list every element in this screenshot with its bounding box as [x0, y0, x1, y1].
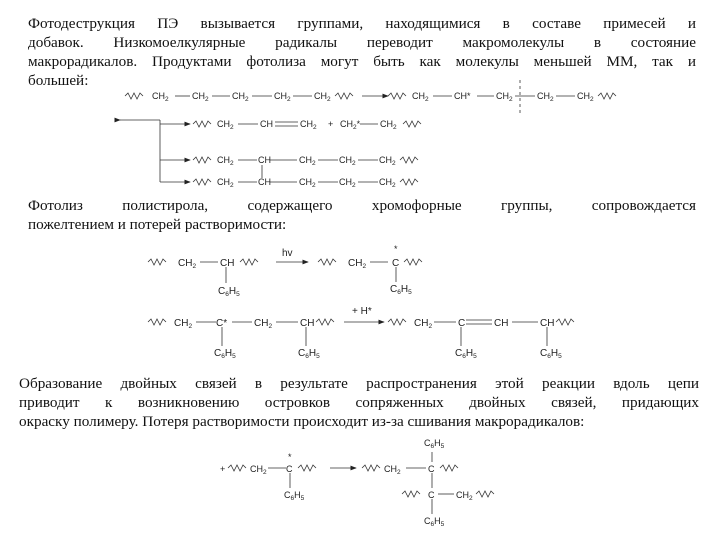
formula-label: $CH_2$ [300, 119, 317, 131]
formula-label: CH [258, 155, 271, 165]
text-line: Образование двойных связей в результате распространения этой реакции вдоль цепи [19, 375, 699, 392]
formula-label: $CH_2$ [217, 177, 234, 189]
formula-label: C [392, 258, 400, 269]
text-line: Фотодеструкция ПЭ вызывается группами, находящимися в составе примесей и [28, 15, 696, 32]
formula-label: CH* [454, 91, 471, 101]
formula-label: CH [540, 318, 555, 329]
chain-wavy [125, 93, 143, 99]
formula-label: $CH_2$ [537, 91, 554, 103]
formula-label: C [458, 318, 466, 329]
plus-sign: + [220, 464, 226, 474]
formula-label: $C_6H_5$ [424, 438, 445, 450]
formula-label: $CH_2*$ [340, 119, 361, 131]
formula-label: $CH_2$ [192, 91, 209, 103]
formula-label: $CH_2$ [250, 464, 267, 476]
text-line: макрорадикалов. Продуктами фотолиза могут быть как молекулы меньшей ММ, так и [28, 53, 696, 70]
formula-label: $CH_2$ [348, 258, 367, 270]
formula-label: $CH_2$ [384, 464, 401, 476]
radical-dot: * [394, 244, 398, 254]
formula-label: $CH_2$ [299, 177, 316, 189]
formula-label: $CH_2$ [379, 155, 396, 167]
formula-label: $C_6H_5$ [390, 284, 412, 296]
formula-label: $CH_2$ [456, 490, 473, 502]
formula-label: $CH_2$ [152, 91, 169, 103]
scheme-2-labels [174, 244, 562, 360]
formula-label: CH [494, 318, 509, 329]
formula-label: $CH_2$ [496, 91, 513, 103]
arrow-label-h-radical: + H* [352, 306, 372, 317]
formula-label: $CH_2$ [299, 155, 316, 167]
text-line: добавок. Низкомоелкулярные радикалы переводит макромолекулы в состояние [28, 34, 696, 51]
formula-label: $C_6H_5$ [218, 286, 240, 298]
formula-label: $CH_2$ [217, 155, 234, 167]
arrow-label-hv: hv [282, 248, 293, 259]
radical-dot: * [288, 452, 292, 462]
formula-label: $CH_2$ [339, 177, 356, 189]
formula-label: $C_6H_5$ [284, 490, 305, 502]
text-line: приводит к возникновению островков сопряженных двойных связей, придающих [19, 394, 699, 411]
text-line: окраску полимеру. Потеря растворимости происходит из-за сшивания макрорадикалов: [19, 413, 585, 430]
formula-label: $C_6H_5$ [540, 348, 562, 360]
formula-label: $CH_2$ [414, 318, 433, 330]
formula-label: $CH_2$ [314, 91, 331, 103]
formula-label: $C_6H_5$ [214, 348, 236, 360]
formula-label: $CH_2$ [274, 91, 291, 103]
formula-label: $CH_2$ [178, 258, 197, 270]
scheme-1-labels [152, 91, 594, 189]
formula-label: CH [258, 177, 271, 187]
formula-label: $CH_2$ [339, 155, 356, 167]
formula-label: $C_6H_5$ [424, 516, 445, 528]
scheme-3-crosslinking [228, 452, 494, 514]
formula-label: $CH_2$ [380, 119, 397, 131]
formula-label: C [428, 490, 435, 500]
scheme-2-polystyrene-photolysis [148, 259, 574, 346]
formula-label: $CH_2$ [174, 318, 193, 330]
formula-label: $CH_2$ [577, 91, 594, 103]
formula-label: $CH_2$ [232, 91, 249, 103]
plus-sign: + [328, 119, 334, 129]
formula-label: CH [260, 119, 273, 129]
formula-label: $CH_2$ [254, 318, 273, 330]
formula-label: $C_6H_5$ [455, 348, 477, 360]
formula-label: C [286, 464, 293, 474]
scheme-3-labels [220, 438, 473, 528]
formula-label: $C_6H_5$ [298, 348, 320, 360]
formula-label: $CH_2$ [379, 177, 396, 189]
text-line: пожелтением и потерей растворимости: [28, 216, 287, 233]
formula-label: CH [220, 258, 235, 269]
formula-label: CH [300, 318, 315, 329]
formula-label: C* [216, 318, 228, 329]
formula-label: $CH_2$ [412, 91, 429, 103]
formula-label: C [428, 464, 435, 474]
text-line: большей: [28, 72, 89, 89]
formula-label: $CH_2$ [217, 119, 234, 131]
text-line: Фотолиз полистирола, содержащего хромофорные группы, сопровождается [28, 197, 696, 214]
